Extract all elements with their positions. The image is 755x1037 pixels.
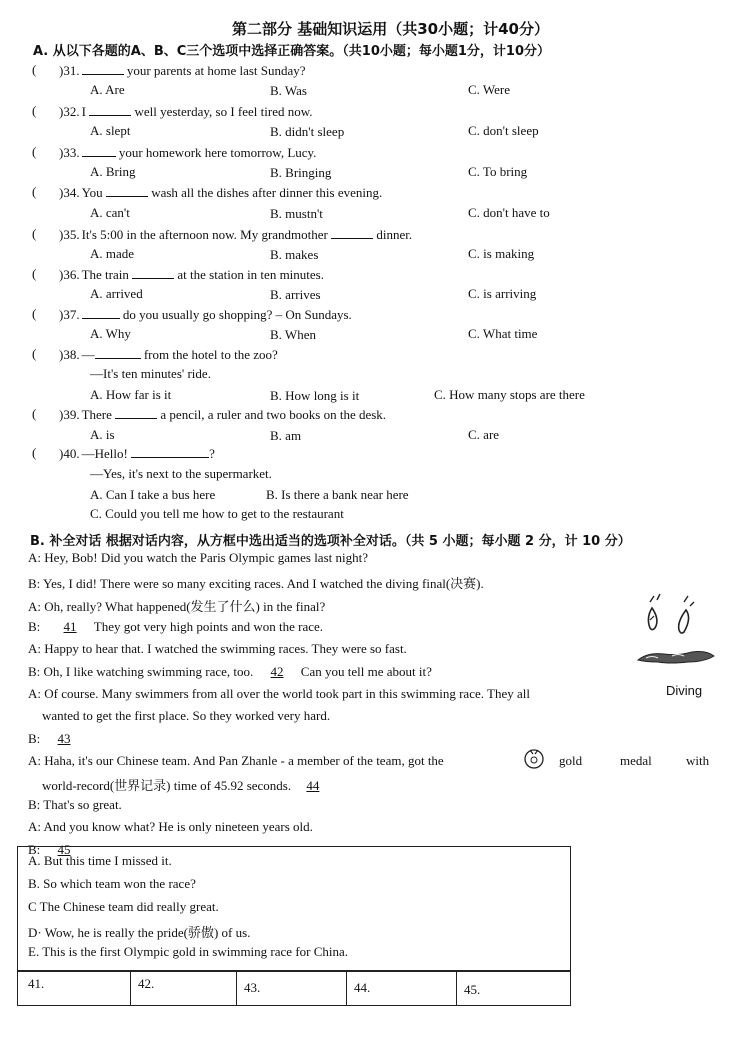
section-a-header: A. 从以下各题的A、B、C三个选项中选择正确答案。（共10小题；每小题1分，计10分） [33,44,551,59]
question-blank[interactable] [82,306,120,319]
answer-paren[interactable]: ( [32,144,37,159]
question-number: )36. [59,267,80,282]
question-extra: —Yes, it's next to the supermarket. [90,466,272,481]
question-pre: You [81,185,106,200]
option-c: C The Chinese team did really great. [28,899,219,914]
question-pre: — [81,347,95,362]
option-a[interactable]: A. Bring [90,164,136,179]
question-post: at the station in ten minutes. [174,267,324,282]
question-post: from the hotel to the zoo? [140,347,278,362]
answer-cell-41[interactable]: 41. [28,976,45,991]
dialogue-great: B: That's so great. [28,797,122,812]
question-blank[interactable] [82,144,116,157]
question-blank[interactable] [331,226,373,239]
question-number: )31. [59,63,80,78]
section-b-header: B. 补全对话 根据对话内容，从方框中选出适当的选项补全对话。（共 5 小题；每小题 2 分，计 10 分） [30,534,631,549]
blank-44[interactable]: 44 [306,778,320,793]
dialogue-haha-2 [42,775,329,794]
option-a[interactable]: A. How far is it [90,387,172,402]
answer-paren[interactable]: ( [32,226,37,241]
question-blank[interactable] [106,184,148,197]
question-number: )37. [59,307,80,322]
option-c[interactable]: C. is making [468,246,535,261]
question-number: )39. [59,407,80,422]
question-stem [59,445,215,462]
options-box [17,846,571,972]
option-c[interactable]: C. To bring [468,164,528,179]
option-b[interactable]: B. Bringing [270,165,332,180]
option-d: D· Wow, he is really the pride(骄傲) of us. [28,925,251,940]
question-number: )32. [59,104,80,119]
option-c[interactable]: C. How many stops are there [434,387,585,402]
answer-paren[interactable]: ( [32,406,37,421]
question-post: your homework here tomorrow, Lucy. [115,145,317,160]
speaker-b: B: [28,731,41,746]
blank-45[interactable]: 45 [57,842,71,857]
question-stem [59,346,278,363]
option-a[interactable]: A. Are [90,82,125,97]
b41-text: They got very high points and won the race. [93,619,324,634]
option-a[interactable]: A. slept [90,123,131,138]
question-blank[interactable] [131,445,209,458]
option-a[interactable]: A. made [90,246,135,261]
dialogue-gold: gold [559,753,583,768]
answer-paren[interactable]: ( [32,306,37,321]
option-b[interactable]: B. arrives [270,287,321,302]
question-pre: The train [81,267,133,282]
question-number: )35. [59,227,80,242]
dialogue-line-2: B: Yes, I did! There were so many exciting races. And I watched the diving final(决赛). [28,576,484,591]
option-c[interactable]: C. Were [468,82,511,97]
question-stem [59,306,352,323]
question-blank[interactable] [82,62,124,75]
option-c[interactable]: C. Could you tell me how to get to the restaurant [90,506,344,521]
option-a[interactable]: A. is [90,427,115,442]
answer-cell-43[interactable]: 43. [244,980,261,995]
question-stem [59,226,412,243]
gold-medal-icon [522,746,546,770]
question-number: )40. [59,446,80,461]
question-stem [59,62,306,79]
question-stem [59,184,382,201]
question-extra: —It's ten minutes' ride. [90,366,211,381]
answer-paren[interactable]: ( [32,346,37,361]
option-b[interactable]: B. didn't sleep [270,124,345,139]
question-blank[interactable] [95,346,141,359]
blank-41[interactable]: 41 [63,619,77,634]
option-a[interactable]: A. Why [90,326,131,341]
diving-label: Diving [666,683,703,698]
option-c[interactable]: C. don't sleep [468,123,539,138]
dialogue-course-2: wanted to get the first place. So they worked very hard. [42,708,331,723]
dialogue-swim: A: Happy to hear that. I watched the swimming races. They were so fast. [28,641,407,656]
question-blank[interactable] [132,266,174,279]
question-stem [59,406,386,423]
part-title: 第二部分 基础知识运用（共30小题；计40分） [232,20,549,38]
option-c[interactable]: C. What time [468,326,538,341]
blank-43[interactable]: 43 [57,731,71,746]
option-b[interactable]: B. am [270,428,302,443]
option-a: A. But this time I missed it. [28,853,172,868]
dialogue-b41 [28,619,323,635]
answer-cell-44[interactable]: 44. [354,980,371,995]
option-e: E. This is the first Olympic gold in swimming race for China. [28,944,349,959]
option-b[interactable]: B. makes [270,247,319,262]
dialogue-know: A: And you know what? He is only nineteen years old. [28,819,313,834]
option-b[interactable]: B. Was [270,83,307,98]
dialogue-b42 [28,664,432,680]
question-blank[interactable] [115,406,157,419]
blank-42[interactable]: 42 [270,664,284,679]
answer-cell-45[interactable]: 45. [464,982,481,997]
answer-paren[interactable]: ( [32,184,37,199]
question-post: do you usually go shopping? – On Sundays. [119,307,352,322]
question-pre: I [81,104,90,119]
question-blank[interactable] [89,103,131,116]
answer-table [17,970,571,1006]
option-b[interactable]: B. mustn't [270,206,323,221]
option-a[interactable]: A. arrived [90,286,143,301]
question-pre: It's 5:00 in the afternoon now. My grandmother [81,227,332,242]
dialogue-with: with [686,753,710,768]
b42-pre: B: Oh, I like watching swimming race, too. [28,664,254,679]
question-post: your parents at home last Sunday? [123,63,306,78]
b42-post: Can you tell me about it? [300,664,432,679]
question-post: wash all the dishes after dinner this evening. [147,185,383,200]
question-number: )38. [59,347,80,362]
question-post: a pencil, a ruler and two books on the desk. [157,407,387,422]
answer-paren[interactable]: ( [32,62,37,77]
dialogue-b43 [28,731,81,747]
dialogue-course-1: A: Of course. Many swimmers from all over the world took part in this swimming race. They all [28,686,530,701]
question-stem [59,266,324,283]
speaker-b: B: [28,619,41,634]
question-post: dinner. [373,227,413,242]
option-c[interactable]: C. don't have to [468,205,550,220]
question-stem [59,103,313,120]
option-c[interactable]: C. are [468,427,500,442]
option-a[interactable]: A. Can I take a bus here [90,487,216,502]
question-post: well yesterday, so I feel tired now. [131,104,313,119]
dialogue-haha-1-pre: A: Haha, it's our Chinese team. And Pan Zhanle - a member of the team, got the [28,753,444,768]
answer-paren[interactable]: ( [32,445,37,460]
question-pre: There [81,407,116,422]
answer-paren[interactable]: ( [32,103,37,118]
dialogue-line-1: A: Hey, Bob! Did you watch the Paris Olympic games last night? [28,550,368,565]
question-number: )33. [59,145,80,160]
answer-paren[interactable]: ( [32,266,37,281]
option-b[interactable]: B. When [270,327,316,342]
option-b: B. So which team won the race? [28,876,196,891]
question-stem [59,144,316,161]
diving-illustration-icon [632,588,722,676]
option-b[interactable]: B. How long is it [270,388,360,403]
option-b[interactable]: B. Is there a bank near here [266,487,409,502]
dialogue-line-3: A: Oh, really? What happened(发生了什么) in the final? [28,599,326,614]
question-pre: —Hello! [81,446,132,461]
answer-cell-42[interactable]: 42. [138,976,155,991]
speaker-b: B: [28,842,41,857]
haha-2-pre: world-record(世界记录) time of 45.92 seconds. [42,778,292,793]
option-c[interactable]: C. is arriving [468,286,537,301]
dialogue-medal: medal [620,753,652,768]
question-number: )34. [59,185,80,200]
option-a[interactable]: A. can't [90,205,130,220]
question-post: ? [209,446,215,461]
